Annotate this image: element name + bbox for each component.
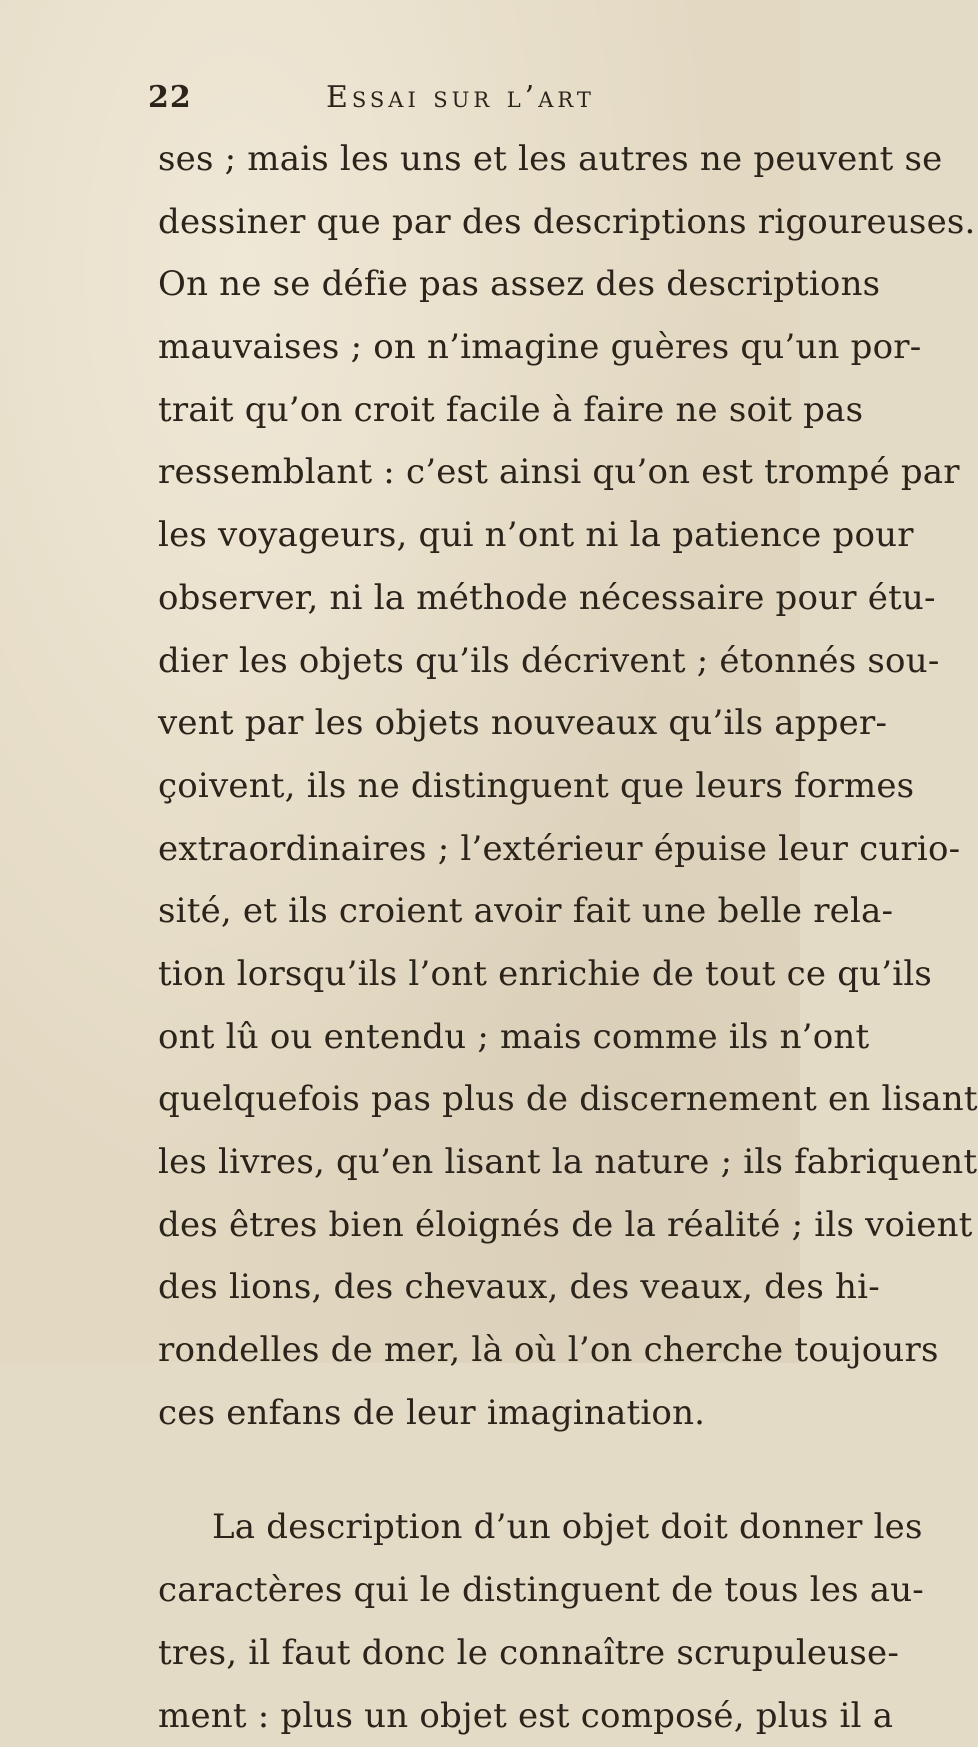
text-line: les voyageurs, qui n’ont ni la patience pour <box>158 504 723 567</box>
text-line: ont lû ou entendu ; mais comme ils n’ont <box>158 1006 723 1069</box>
text-line: caractères qui le distinguent de tous les au- <box>158 1559 723 1622</box>
text-line: ressemblant : c’est ainsi qu’on est trompé par <box>158 441 723 504</box>
text-line: La description d’un objet doit donner les <box>158 1496 723 1559</box>
text-line: les livres, qu’en lisant la nature ; ils fabriquent <box>158 1131 723 1194</box>
text-line: des lions, des chevaux, des veaux, des hi- <box>158 1256 723 1319</box>
text-line: observer, ni la méthode nécessaire pour étu- <box>158 567 723 630</box>
paragraph-gap <box>158 1444 723 1496</box>
text-line: On ne se défie pas assez des descriptions <box>158 253 723 316</box>
paragraph-1 <box>158 128 723 1444</box>
running-head: Essai sur l’art <box>326 80 595 115</box>
text-line: ment : plus un objet est composé, plus il a <box>158 1685 723 1747</box>
page-header <box>148 80 708 120</box>
text-line: çoivent, ils ne distinguent que leurs formes <box>158 755 723 818</box>
text-line: quelquefois pas plus de discernement en lisant <box>158 1068 723 1131</box>
text-line: des êtres bien éloignés de la réalité ; ils voient <box>158 1194 723 1257</box>
text-line: dier les objets qu’ils décrivent ; étonnés sou- <box>158 630 723 693</box>
text-line: extraordinaires ; l’extérieur épuise leur curio- <box>158 818 723 881</box>
text-line: dessiner que par des descriptions rigoureuses. <box>158 191 723 254</box>
text-line: ses ; mais les uns et les autres ne peuvent se <box>158 128 723 191</box>
text-line: trait qu’on croit facile à faire ne soit pas <box>158 379 723 442</box>
text-line: rondelles de mer, là où l’on cherche toujours <box>158 1319 723 1382</box>
text-line: sité, et ils croient avoir fait une belle rela- <box>158 880 723 943</box>
text-line: tres, il faut donc le connaître scrupuleuse- <box>158 1622 723 1685</box>
page-number: 22 <box>148 80 192 115</box>
text-line: mauvaises ; on n’imagine guères qu’un por- <box>158 316 723 379</box>
text-line: tion lorsqu’ils l’ont enrichie de tout ce qu’ils <box>158 943 723 1006</box>
body-text <box>158 128 723 1747</box>
paragraph-2 <box>158 1496 723 1747</box>
text-line: ces enfans de leur imagination. <box>158 1382 723 1445</box>
text-line: vent par les objets nouveaux qu’ils apper- <box>158 692 723 755</box>
